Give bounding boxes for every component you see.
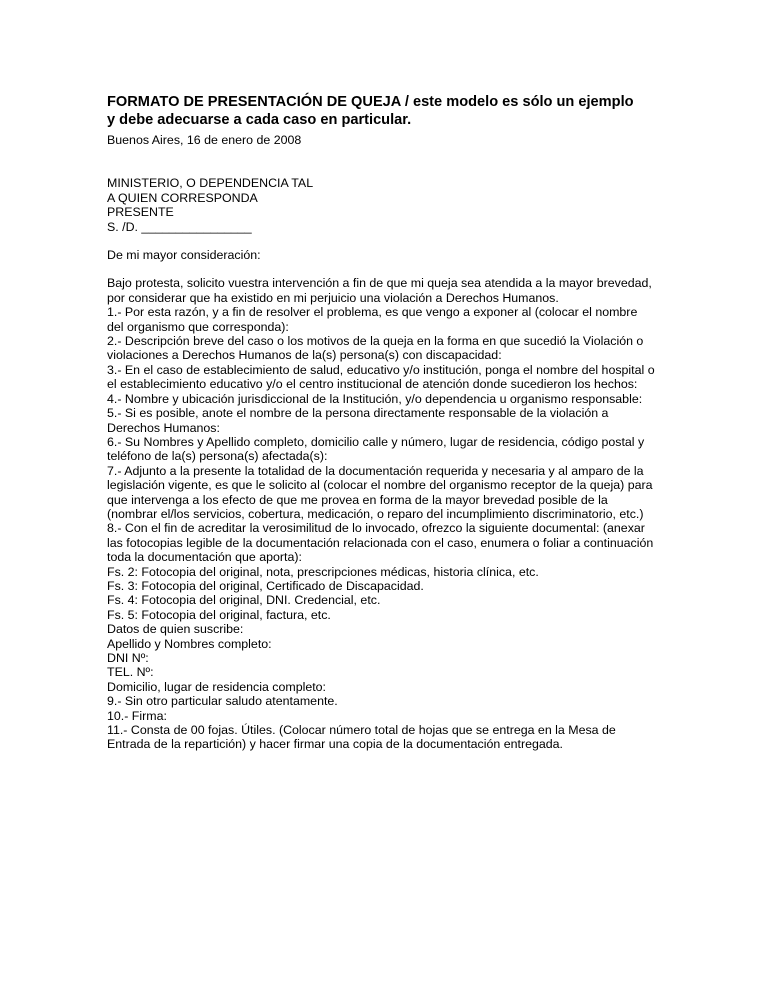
address-line: MINISTERIO, O DEPENDENCIA TAL bbox=[107, 176, 314, 191]
body-line: Bajo protesta, solicito vuestra intervención a fin de que mi queja sea atendida a la mayor brevedad, bbox=[107, 276, 652, 291]
address-line: A QUIEN CORRESPONDA bbox=[107, 190, 258, 205]
body-line: 7.- Adjunto a la presente la totalidad de la documentación requerida y necesaria y al amparo de la bbox=[107, 463, 644, 478]
body-line: 5.- Si es posible, anote el nombre de la persona directamente responsable de la violación a bbox=[107, 406, 609, 421]
body-line: 3.- En el caso de establecimiento de salud, educativo y/o institución, ponga el nombre del hospital o bbox=[107, 362, 655, 377]
body-line: TEL. Nº: bbox=[107, 665, 154, 680]
body-line: que intervenga a los efecto de que me provea en forma de la mayor brevedad posible de la bbox=[107, 492, 608, 507]
body-line: las fotocopias legible de la documentación relacionada con el caso, enumera o foliar a continuación bbox=[107, 535, 654, 550]
greeting: De mi mayor consideración: bbox=[107, 248, 261, 263]
title-line: FORMATO DE PRESENTACIÓN DE QUEJA / este modelo es sólo un ejemplo bbox=[107, 94, 634, 110]
document-title bbox=[107, 94, 667, 129]
body-line: Domicilio, lugar de residencia completo: bbox=[107, 679, 327, 694]
body-line: Fs. 2: Fotocopia del original, nota, prescripciones médicas, historia clínica, etc. bbox=[107, 564, 539, 579]
body-line: el establecimiento educativo y/o el centro institucional de atención donde sucedieron los hechos: bbox=[107, 377, 638, 392]
body-line: Apellido y Nombres completo: bbox=[107, 636, 272, 651]
body-line: Fs. 4: Fotocopia del original, DNI. Credencial, etc. bbox=[107, 593, 381, 608]
body-line: 1.- Por esta razón, y a fin de resolver el problema, es que vengo a exponer al (colocar el nombre bbox=[107, 305, 638, 320]
spacer bbox=[107, 147, 667, 176]
body-line: toda la documentación que aporta): bbox=[107, 550, 302, 565]
body-line: DNI Nº: bbox=[107, 651, 149, 665]
title-line: y debe adecuarse a cada caso en particular. bbox=[107, 111, 412, 128]
body-line: legislación vigente, es que le solicito al (colocar el nombre del organismo receptor de la queja) para bbox=[107, 478, 653, 493]
body-line: (nombrar el/los servicios, cobertura, medicación, o reparo del incumplimiento discriminatorio, etc.) bbox=[107, 506, 644, 521]
date-line: Buenos Aires, 16 de enero de 2008 bbox=[107, 133, 302, 147]
body-line: 8.- Con el fin de acreditar la verosimilitud de lo invocado, ofrezco la siguiente documental: (anexar bbox=[107, 521, 645, 536]
body-line: teléfono de la(s) persona(s) afectada(s): bbox=[107, 449, 328, 464]
body-line: 11.- Consta de 00 fojas. Útiles. (Colocar número total de hojas que se entrega en la Mesa de bbox=[107, 723, 616, 738]
body-line: 10.- Firma: bbox=[107, 708, 167, 723]
body-line: Fs. 3: Fotocopia del original, Certificado de Discapacidad. bbox=[107, 578, 424, 593]
body-line: Entrada de la repartición) y hacer firmar una copia de la documentación entregada. bbox=[107, 737, 563, 752]
body-line: por considerar que ha existido en mi perjuicio una violación a Derechos Humanos. bbox=[107, 290, 559, 305]
body-line: Fs. 5: Fotocopia del original, factura, etc. bbox=[107, 607, 331, 622]
body-line: Datos de quien suscribe: bbox=[107, 622, 244, 637]
body-line: 6.- Su Nombres y Apellido completo, domicilio calle y número, lugar de residencia, código postal y bbox=[107, 434, 645, 449]
body-text bbox=[107, 276, 667, 751]
body-line: 4.- Nombre y ubicación jurisdiccional de la Institución, y/o dependencia u organismo responsable: bbox=[107, 391, 643, 406]
body-line: violaciones a Derechos Humanos de la(s) persona(s) con discapacidad: bbox=[107, 348, 502, 363]
document-page bbox=[107, 94, 667, 752]
address-line: PRESENTE bbox=[107, 205, 174, 220]
spacer bbox=[107, 234, 667, 248]
address-block bbox=[107, 176, 667, 234]
body-line: 2.- Descripción breve del caso o los motivos de la queja en la forma en que sucedió la Violación o bbox=[107, 334, 644, 349]
address-line: S. /D. ________________ bbox=[107, 219, 252, 234]
body-line: Derechos Humanos: bbox=[107, 420, 220, 435]
spacer bbox=[107, 262, 667, 276]
body-line: 9.- Sin otro particular saludo atentamente. bbox=[107, 694, 338, 709]
body-line: del organismo que corresponda): bbox=[107, 319, 289, 334]
